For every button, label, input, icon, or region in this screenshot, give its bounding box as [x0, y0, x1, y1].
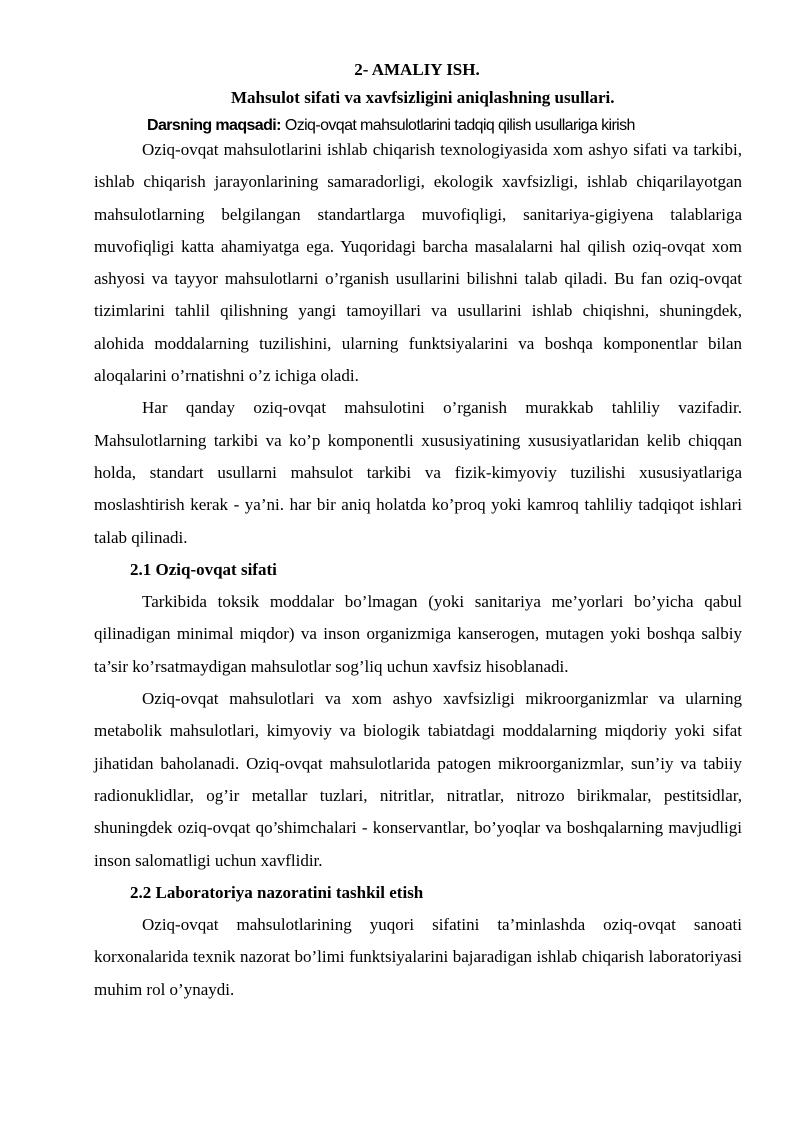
section-2-paragraph-1: Oziq-ovqat mahsulotlarining yuqori sifatini ta’minlashda oziq-ovqat sanoati korxonalarida texnik nazorat bo’limi funktsiyalarini bajaradigan ishlab chiqarish laboratoriyasi muhim rol o’ynaydi.	[94, 915, 742, 999]
section-1-paragraph-1: Tarkibida toksik moddalar bo’lmagan (yoki sanitariya me’yorlari bo’yicha qabul qilinadigan minimal miqdor) va inson organizmiga kanserogen, mutagen yoki boshqa salbiy ta’sir ko’rsatmaydigan mahsulotlar sog’liq uchun xavfsiz hisoblanadi.	[94, 592, 742, 676]
topic-title: Mahsulot sifati va xavfsizligini aniqlashning usullari.	[231, 88, 615, 107]
section-heading-food-quality: 2.1 Oziq-ovqat sifati	[130, 559, 277, 579]
section-1-paragraph-2: Oziq-ovqat mahsulotlari va xom ashyo xavfsizligi mikroorganizmlar va ularning metabolik mahsulotlari, kimyoviy va biologik tabiatdagi moddalarning miqdoriy yoki sifat jihatidan baholanadi. Oziq-ovqat mahsulotlarida patogen mikroorganizmlar, sun’iy va tabiiy radionuklidlar, og’ir metallar tuzlari, nitritlar, nitratlar, nitrozo birikmalar, pestitsidlar, shuningdek oziq-ovqat qo’shimchalari - konservantlar, bo’yoqlar va boshqalarning mavjudligi inson salomatligi uchun xavflidir.	[94, 689, 742, 870]
lesson-goal-label: Darsning maqsadi:	[147, 117, 281, 134]
document-page	[94, 58, 742, 1006]
intro-paragraph-1: Oziq-ovqat mahsulotlarini ishlab chiqarish texnologiyasida xom ashyo sifati va tarkibi, ishlab chiqarish jarayonlarining samaradorligi, ekologik xavfsizligi, ishlab chiqarilayotgan mahsulotlarning belgilangan standartlarga muvofiqligi, sanitariya-gigiyena talablariga muvofiqligi katta ahamiyatga ega. Yuqoridagi barcha masalalarni hal qilish oziq-ovqat xom ashyosi va tayyor mahsulotlarni o’rganish usullarini bilishni talab qiladi. Bu fan oziq-ovqat tizimlarini tahlil qilishning yangi tamoyillari va usullarini ishlab chiqishni, shuningdek, alohida moddalarning tuzilishini, ularning funktsiyalarini va boshqa komponentlar bilan aloqalarini o’rnatishni o’z ichiga oladi.	[94, 140, 742, 386]
chapter-title: 2- AMALIY ISH.	[354, 60, 480, 79]
lesson-goal-text: Oziq-ovqat mahsulotlarini tadqiq qilish usullariga kirish	[284, 117, 635, 134]
intro-paragraph-2: Har qanday oziq-ovqat mahsulotini o’rganish murakkab tahliliy vazifadir. Mahsulotlarning tarkibi va ko’p komponentli xususiyatining xususiyatlaridan kelib chiqqan holda, standart usullarni mahsulot tarkibi va fizik-kimyoviy tuzilishi xususiyatlariga moslashtirish kerak - ya’ni. har bir aniq holatda ko’proq yoki kamroq tahliliy tadqiqot ishlari talab qilinadi.	[94, 398, 742, 547]
section-heading-lab-control: 2.2 Laboratoriya nazoratini tashkil etish	[130, 882, 424, 902]
